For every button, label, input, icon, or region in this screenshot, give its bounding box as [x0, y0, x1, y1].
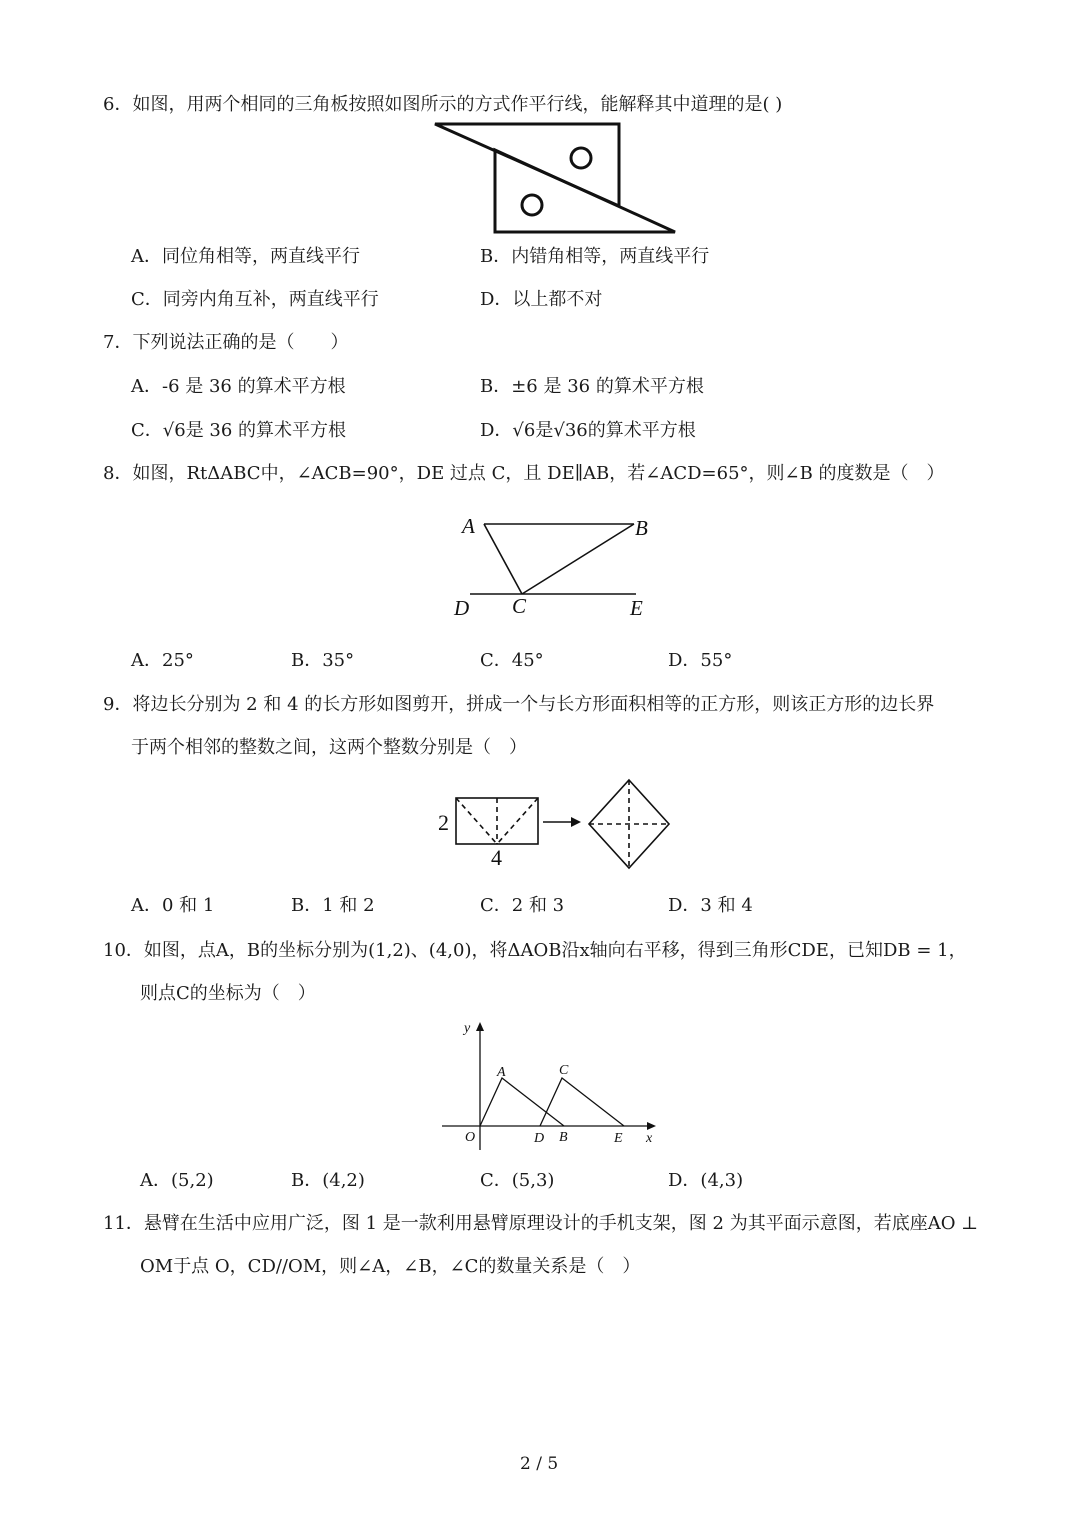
- label-a: A: [497, 1065, 506, 1080]
- q10-stem-line2: 则点C的坐标为（ ）: [140, 983, 316, 1004]
- q7-option-a[interactable]: A．-6 是 36 的算术平方根: [131, 376, 346, 397]
- q8-option-b[interactable]: B．35°: [291, 650, 355, 671]
- q10-figure: [440, 1016, 676, 1161]
- label-side-4: 4: [491, 845, 502, 870]
- label-b: B: [635, 516, 648, 540]
- q7-option-c[interactable]: C．√6是 36 的算术平方根: [131, 420, 347, 441]
- q10-option-d[interactable]: D．(4,3): [668, 1170, 744, 1191]
- lower-triangle-ruler: [495, 150, 675, 232]
- q9-option-b[interactable]: B．1 和 2: [291, 895, 375, 916]
- q9-figure: [433, 776, 673, 877]
- q6-option-b[interactable]: B．内错角相等，两直线平行: [480, 246, 710, 267]
- q7-option-b[interactable]: B．±6 是 36 的算术平方根: [480, 376, 704, 397]
- q6-option-d[interactable]: D．以上都不对: [480, 289, 603, 310]
- triangle-rulers-diagram: [433, 120, 678, 235]
- label-b: B: [559, 1130, 568, 1145]
- q6-option-a[interactable]: A．同位角相等，两直线平行: [131, 246, 360, 267]
- segment-ac: [484, 524, 522, 594]
- q8-option-d[interactable]: D．55°: [668, 650, 733, 671]
- label-x: x: [646, 1131, 653, 1146]
- y-axis-arrow-icon: [476, 1022, 484, 1031]
- q6-figure: [433, 120, 678, 240]
- q7-stem: 7．下列说法正确的是（ ）: [103, 332, 349, 353]
- q8-option-c[interactable]: C．45°: [480, 650, 544, 671]
- q7-option-d[interactable]: D．√6是√36的算术平方根: [480, 420, 696, 441]
- q11-stem-line1: 11．悬臂在生活中应用广泛，图 1 是一款利用悬臂原理设计的手机支架，图 2 为其平面示意图，若底座AO ⊥: [103, 1213, 979, 1234]
- label-d: D: [454, 596, 470, 620]
- q8-stem: 8．如图，RtΔABC中，∠ACB=90°，DE 过点 C，且 DE∥AB，若∠ACD=65°，则∠B 的度数是（ ）: [103, 463, 945, 484]
- x-axis-arrow-icon: [647, 1122, 656, 1130]
- triangle-cde: [540, 1078, 624, 1126]
- q11-stem-line2: OM于点 O，CD//OM，则∠A，∠B，∠C的数量关系是（ ）: [140, 1256, 641, 1277]
- q8-figure: [444, 508, 664, 633]
- rectangle-to-square-diagram: [433, 776, 673, 872]
- q10-option-a[interactable]: A．(5,2): [140, 1170, 214, 1191]
- q10-option-b[interactable]: B．(4,2): [291, 1170, 365, 1191]
- label-d: D: [534, 1131, 545, 1146]
- page-number: 2 / 5: [520, 1454, 559, 1474]
- q8-option-a[interactable]: A．25°: [131, 650, 194, 671]
- label-side-2: 2: [438, 810, 449, 835]
- label-c: C: [559, 1063, 569, 1078]
- q6-stem: 6．如图，用两个相同的三角板按照如图所示的方式作平行线，能解释其中道理的是( ): [103, 94, 783, 115]
- label-c: C: [512, 594, 527, 618]
- q6-option-c[interactable]: C．同旁内角互补，两直线平行: [131, 289, 379, 310]
- q9-option-c[interactable]: C．2 和 3: [480, 895, 565, 916]
- label-e: E: [630, 596, 643, 620]
- label-a: A: [462, 514, 475, 538]
- label-o: O: [465, 1130, 476, 1145]
- arrow-icon: [571, 817, 581, 827]
- q9-option-d[interactable]: D．3 和 4: [668, 895, 753, 916]
- triangle-abc-diagram: [444, 508, 664, 628]
- q9-stem-line2: 于两个相邻的整数之间，这两个整数分别是（ ）: [131, 737, 527, 758]
- q10-option-c[interactable]: C．(5,3): [480, 1170, 555, 1191]
- coordinate-translation-diagram: [440, 1016, 676, 1156]
- q9-option-a[interactable]: A．0 和 1: [131, 895, 215, 916]
- q9-stem-line1: 9．将边长分别为 2 和 4 的长方形如图剪开，拼成一个与长方形面积相等的正方形，则该正方形的边长界: [103, 694, 935, 715]
- q10-stem-line1: 10．如图，点A，B的坐标分别为(1,2)、(4,0)，将ΔAOB沿x轴向右平移，得到三角形CDE，已知DB = 1，: [103, 940, 967, 961]
- label-y: y: [464, 1021, 471, 1036]
- segment-bc: [522, 524, 634, 594]
- label-e: E: [614, 1131, 623, 1146]
